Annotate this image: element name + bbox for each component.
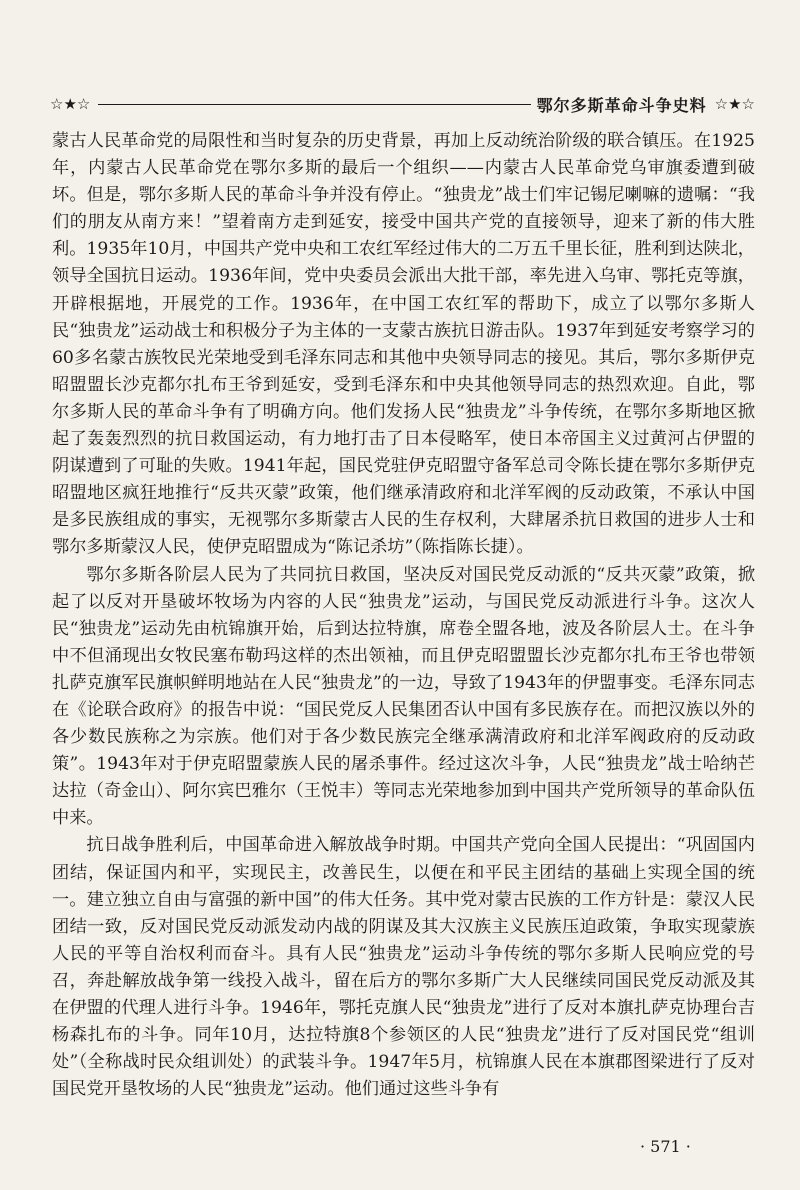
header-stars-left: ☆★☆: [50, 95, 91, 113]
running-title: 鄂尔多斯革命斗争史料: [536, 95, 707, 115]
running-header: [50, 93, 755, 115]
paragraph-3: 抗日战争胜利后，中国革命进入解放战争时期。中国共产党向全国人民提出：“巩固国内团结，保证国内和平，实现民主，改善民生，以便在和平民主团结的基础上实现全国的统一。建立独立自由与富强的新中国”的伟大任务。其中党对蒙古民族的工作方针是：蒙汉人民团结一致，反对国民党反动派发动内战的阴谋及其大汉族主义民族压迫政策，争取实现蒙族人民的平等自治权利而奋斗。具有人民“独贵龙”运动斗争传统的鄂尔多斯人民响应党的号召，奔赴解放战争第一线投入战斗，留在后方的鄂尔多斯广大人民继续同国民党反动派及其在伊盟的代理人进行斗争。1946年，鄂托克旗人民“独贵龙”进行了反对本旗扎萨克协理台吉杨森扎布的斗争。同年10月，达拉特旗8个参领区的人民“独贵龙”进行了反对国民党“组训处”（全称战时民众组训处）的武装斗争。1947年5月，杭锦旗人民在本旗郡图梁进行了反对国民党开垦牧场的人民“独贵龙”运动。他们通过这些斗争有: [52, 835, 755, 1100]
body-text: [52, 128, 755, 1103]
paragraph-1: 蒙古人民革命党的局限性和当时复杂的历史背景，再加上反动统治阶级的联合镇压。在1925年，内蒙古人民革命党在鄂尔多斯的最后一个组织——内蒙古人民革命党乌审旗委遭到破坏。但是，鄂尔多斯人民的革命斗争并没有停止。“独贵龙”战士们牢记锡尼喇嘛的遗嘱：“我们的朋友从南方来！”望着南方走到延安，接受中国共产党的直接领导，迎来了新的伟大胜利。1935年10月，中国共产党中央和工农红军经过伟大的二万五千里长征，胜利到达陕北，领导全国抗日运动。1936年间，党中央委员会派出大批干部，率先进入乌审、鄂托克等旗，开辟根据地，开展党的工作。1936年，在中国工农红军的帮助下，成立了以鄂尔多斯人民“独贵龙”运动战士和积极分子为主体的一支蒙古族抗日游击队。1937年到延安考察学习的60多名蒙古族牧民光荣地受到毛泽东同志和其他中央领导同志的接见。其后，鄂尔多斯伊克昭盟盟长沙克都尔扎布王爷到延安，受到毛泽东和中央其他领导同志的热烈欢迎。自此，鄂尔多斯人民的革命斗争有了明确方向。他们发扬人民“独贵龙”斗争传统，在鄂尔多斯地区掀起了轰轰烈烈的抗日救国运动，有力地打击了日本侵略军，使日本帝国主义过黄河占伊盟的阴谋遭到了可耻的失败。1941年起，国民党驻伊克昭盟守备军总司令陈长捷在鄂尔多斯伊克昭盟地区疯狂地推行“反共灭蒙”政策，他们继承清政府和北洋军阀的反动政策，不承认中国是多民族组成的事实，无视鄂尔多斯蒙古人民的生存权利，大肆屠杀抗日救国的进步人士和鄂尔多斯蒙汉人民，使伊克昭盟成为“陈记杀坊”（陈指陈长捷）。: [52, 131, 755, 558]
paragraph-2: 鄂尔多斯各阶层人民为了共同抗日救国，坚决反对国民党反动派的“反共灭蒙”政策，掀起了以反对开垦破坏牧场为内容的人民“独贵龙”运动，与国民党反动派进行斗争。这次人民“独贵龙”运动先由杭锦旗开始，后到达拉特旗，席卷全盟各地，波及各阶层人士。在斗争中不但涌现出女牧民塞布勒玛这样的杰出领袖，而且伊克昭盟盟长沙克都尔扎布王爷也带领扎萨克旗军民旗帜鲜明地站在人民“独贵龙”的一边，导致了1943年的伊盟事变。毛泽东同志在《论联合政府》的报告中说：“国民党反人民集团否认中国有多民族存在。而把汉族以外的各少数民族称之为宗族。他们对于各少数民族完全继承满清政府和北洋军阀政府的反动政策”。1943年对于伊克昭盟蒙族人民的屠杀事件。经过这次斗争，人民“独贵龙”战士哈纳芒达拉（奇金山）、阿尔宾巴雅尔（王悦丰）等同志光荣地参加到中国共产党所领导的革命队伍中来。: [52, 564, 755, 829]
page-number: · 571 ·: [640, 1137, 691, 1156]
header-rule: [98, 104, 530, 105]
header-stars-right: ☆★☆: [714, 95, 755, 113]
